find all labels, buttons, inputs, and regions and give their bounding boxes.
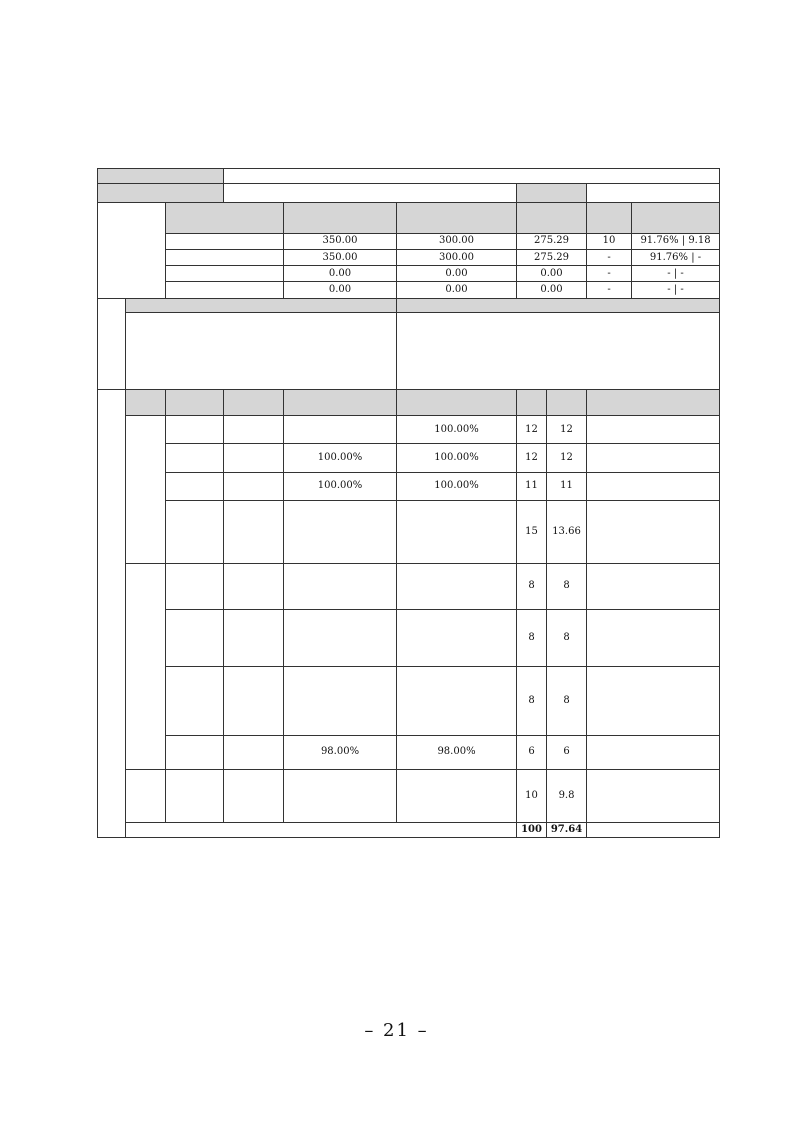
level3-cell (224, 770, 284, 823)
target-cell (284, 500, 397, 563)
col-level2 (166, 389, 224, 415)
department-row (98, 184, 720, 203)
project-name-value (224, 169, 720, 184)
col-executed (517, 203, 587, 233)
funds-adjusted: 0.00 (397, 282, 517, 298)
funds-initial: 350.00 (284, 249, 397, 265)
points-cell: 8 (547, 563, 587, 610)
funds-rate-value: 91.76% (649, 251, 689, 263)
actual-cell: 100.00% (397, 415, 517, 443)
expected-goals-text (126, 312, 397, 389)
level3-cell (224, 666, 284, 735)
note-line (97, 842, 719, 856)
department-value (224, 184, 517, 203)
deviation-cell (587, 472, 720, 500)
funds-row-label (166, 266, 284, 282)
points-cell: 12 (547, 415, 587, 443)
actual-cell: 100.00% (397, 472, 517, 500)
total-points: 97.64 (547, 822, 587, 837)
points-cell: 13.66 (547, 500, 587, 563)
funds-rate: - | - (632, 266, 720, 282)
funds-row-label (166, 233, 284, 249)
target-cell (284, 610, 397, 667)
actual-completion-text (397, 312, 720, 389)
col-score (517, 389, 547, 415)
funds-initial: 0.00 (284, 266, 397, 282)
col-score (587, 203, 632, 233)
score-cell: 8 (517, 563, 547, 610)
level3-cell (224, 610, 284, 667)
col-initial-budget (284, 203, 397, 233)
indicator-section-label (98, 389, 126, 837)
funds-rate: 91.76% | - (632, 249, 720, 265)
points-cell: 11 (547, 472, 587, 500)
funds-points-value: 9.18 (688, 235, 711, 247)
funds-adjusted: 0.00 (397, 266, 517, 282)
actual-cell (397, 563, 517, 610)
deviation-cell (587, 735, 720, 769)
indicator-row (98, 500, 720, 563)
effect-indicators-label (126, 563, 166, 769)
level2-cell (166, 563, 224, 610)
score-cell: 11 (517, 472, 547, 500)
funds-header-blank (166, 203, 284, 233)
target-cell: 100.00% (284, 444, 397, 472)
expected-goals-header (126, 298, 397, 312)
form-title (0, 128, 793, 152)
indicator-row (98, 563, 720, 610)
funds-executed: 275.29 (517, 233, 587, 249)
level2-cell (166, 444, 224, 472)
total-label (126, 822, 517, 837)
funds-points-value: - (680, 283, 684, 295)
funds-adjusted: 300.00 (397, 249, 517, 265)
page-number: – 21 – (364, 1020, 429, 1041)
goals-header-row (98, 298, 720, 312)
unit-value (587, 184, 720, 203)
indicator-row (98, 770, 720, 823)
unit-label (517, 184, 587, 203)
points-cell: 6 (547, 735, 587, 769)
funds-executed: 275.29 (517, 249, 587, 265)
target-cell: 100.00% (284, 472, 397, 500)
funds-points-value: - (697, 251, 702, 263)
actual-cell (397, 500, 517, 563)
note-line (97, 856, 719, 870)
performance-table (97, 168, 720, 838)
funds-score: - (587, 266, 632, 282)
funds-header-row (98, 203, 720, 233)
indicator-row (98, 472, 720, 500)
funds-rate-value: - (667, 283, 671, 295)
col-level1 (126, 389, 166, 415)
funds-executed: 0.00 (517, 266, 587, 282)
level3-cell (224, 444, 284, 472)
indicator-row (98, 444, 720, 472)
col-target (284, 389, 397, 415)
actual-cell (397, 610, 517, 667)
funds-rate-value: 91.76% (640, 235, 679, 247)
col-actual (397, 389, 517, 415)
target-cell (284, 563, 397, 610)
target-cell: 98.00% (284, 735, 397, 769)
col-rate (632, 203, 720, 233)
score-cell: 12 (517, 444, 547, 472)
level2-cell (166, 472, 224, 500)
note-line (97, 884, 719, 898)
indicator-row (98, 666, 720, 735)
notes-block (97, 842, 719, 982)
col-deviation (587, 389, 720, 415)
col-points (547, 389, 587, 415)
funds-row (98, 249, 720, 265)
funds-initial: 0.00 (284, 282, 397, 298)
target-cell (284, 666, 397, 735)
points-cell: 12 (547, 444, 587, 472)
level3-cell (224, 500, 284, 563)
funds-row-label (166, 282, 284, 298)
level2-cell (166, 415, 224, 443)
funds-rate: - | - (632, 282, 720, 298)
actual-cell: 100.00% (397, 444, 517, 472)
note-line (97, 870, 719, 884)
points-cell: 9.8 (547, 770, 587, 823)
actual-cell (397, 666, 517, 735)
level2-cell (166, 500, 224, 563)
indicator-row (98, 735, 720, 769)
level3-cell (224, 563, 284, 610)
funds-section-label (98, 203, 166, 298)
actual-completion-header (397, 298, 720, 312)
level3-cell (224, 415, 284, 443)
funds-row-label (166, 249, 284, 265)
points-cell: 8 (547, 666, 587, 735)
score-cell: 8 (517, 666, 547, 735)
total-row (98, 822, 720, 837)
col-adjusted-budget (397, 203, 517, 233)
deviation-cell (587, 770, 720, 823)
funds-points-value: - (680, 267, 684, 279)
level2-cell (166, 666, 224, 735)
indicator-row (98, 610, 720, 667)
deviation-cell (587, 415, 720, 443)
project-name-label (98, 169, 224, 184)
deviation-cell (587, 666, 720, 735)
funds-score: - (587, 249, 632, 265)
actual-cell: 98.00% (397, 735, 517, 769)
deviation-cell (587, 500, 720, 563)
funds-rate: 91.76% | 9.18 (632, 233, 720, 249)
level3-cell (224, 735, 284, 769)
score-cell: 6 (517, 735, 547, 769)
score-cell: 8 (517, 610, 547, 667)
goals-section-label (98, 298, 126, 389)
funds-rate-value: - (667, 267, 671, 279)
actual-cell (397, 770, 517, 823)
department-label (98, 184, 224, 203)
deviation-cell (587, 610, 720, 667)
level2-cell (166, 610, 224, 667)
funds-initial: 350.00 (284, 233, 397, 249)
funds-row (98, 233, 720, 249)
col-level3 (224, 389, 284, 415)
funds-score: - (587, 282, 632, 298)
indicator-row (98, 415, 720, 443)
target-cell (284, 415, 397, 443)
target-cell (284, 770, 397, 823)
output-indicators-label (126, 415, 166, 563)
score-cell: 10 (517, 770, 547, 823)
total-score: 100 (517, 822, 547, 837)
level2-cell (166, 735, 224, 769)
satisfaction-indicator-label (126, 770, 166, 823)
level2-cell (166, 770, 224, 823)
funds-adjusted: 300.00 (397, 233, 517, 249)
level3-cell (224, 472, 284, 500)
funds-row (98, 282, 720, 298)
points-cell: 8 (547, 610, 587, 667)
funds-executed: 0.00 (517, 282, 587, 298)
form-year (0, 150, 793, 168)
deviation-cell (587, 563, 720, 610)
indicator-header-row (98, 389, 720, 415)
score-cell: 12 (517, 415, 547, 443)
score-cell: 15 (517, 500, 547, 563)
funds-score: 10 (587, 233, 632, 249)
total-blank (587, 822, 720, 837)
project-name-row (98, 169, 720, 184)
funds-row (98, 266, 720, 282)
deviation-cell (587, 444, 720, 472)
goals-row (98, 312, 720, 389)
